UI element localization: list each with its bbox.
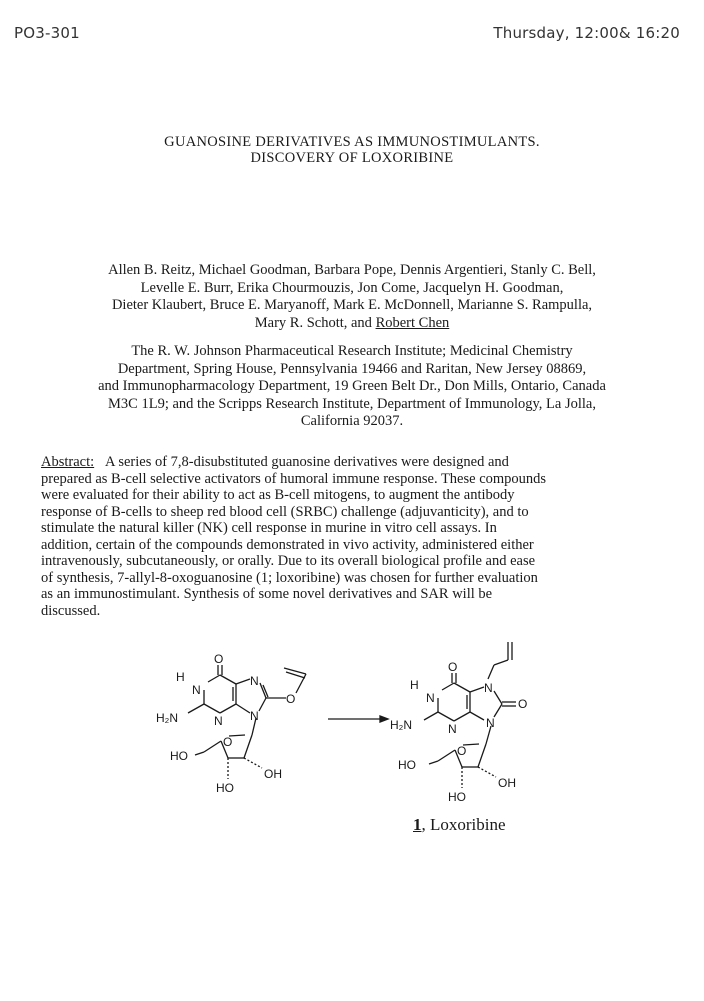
atom-label: OH — [498, 776, 516, 790]
author-line-1: Allen B. Reitz, Michael Goodman, Barbara Pope, Dennis Argentieri, Stanly C. Bell, — [108, 262, 596, 278]
atom-label: O — [223, 735, 233, 749]
atom-label: HO — [216, 781, 234, 795]
affiliation-line: California 92037. — [300, 413, 404, 429]
abstract-line: were evaluated for their ability to act as B-cell mitogens, to augment the antibody — [41, 487, 515, 503]
loxoribine-structure — [424, 642, 516, 788]
presenting-author: Robert Chen — [375, 314, 450, 331]
atom-label: H₂N — [156, 711, 178, 725]
atom-label: O — [518, 697, 528, 711]
affiliations — [0, 343, 704, 431]
abstract-line: response of B-cells to sheep red blood cell (SRBC) challenge (adjuvanticity), and to — [41, 503, 529, 520]
atom-label: O — [286, 692, 296, 706]
atom-label: N — [448, 722, 457, 736]
affiliation-line: M3C 1L9; and the Scripps Research Institute, Department of Immunology, La Jolla, — [108, 395, 596, 412]
atom-label: N — [484, 681, 493, 695]
abstract-line: A series of 7,8-disubstituted guanosine derivatives were designed and — [105, 454, 509, 470]
atom-label: H — [410, 678, 419, 692]
starting-material-atom-labels — [156, 652, 295, 795]
author-line-4-text: Mary R. Schott, and — [254, 314, 376, 331]
abstract-line: discussed. — [41, 602, 101, 619]
abstract-line: prepared as B-cell selective activators of humoral immune response. These compounds — [41, 470, 547, 487]
title-line-2: DISCOVERY OF LOXORIBINE — [250, 150, 454, 166]
atom-label: N — [214, 714, 223, 728]
atom-label: H₂N — [390, 718, 412, 732]
atom-label: O — [448, 660, 458, 674]
atom-label: HO — [398, 758, 416, 772]
abstract-line: as an immunostimulant. Synthesis of some novel derivatives and SAR will be — [41, 586, 493, 602]
abstract — [41, 454, 655, 619]
atom-label: N — [426, 691, 435, 705]
starting-material-structure — [188, 665, 306, 779]
atom-label: O — [457, 744, 467, 758]
atom-label: HO — [170, 749, 188, 763]
compound-name: , Loxoribine — [421, 815, 506, 834]
author-line-4 — [0, 315, 704, 333]
affiliation-line: and Immunopharmacology Department, 19 Green Belt Dr., Don Mills, Ontario, Canada — [98, 378, 606, 394]
author-list — [0, 262, 704, 332]
affiliation-line: The R. W. Johnson Pharmaceutical Research Institute; Medicinal Chemistry — [131, 343, 573, 359]
atom-label: N — [192, 683, 201, 697]
abstract-line: stimulate the natural killer (NK) cell response in murine in vitro cell assays. In — [41, 520, 497, 536]
title-line-1: GUANOSINE DERIVATIVES AS IMMUNOSTIMULANTS. — [164, 134, 540, 150]
reaction-arrow — [328, 716, 388, 722]
atom-label: OH — [264, 767, 282, 781]
abstract-line: addition, certain of the compounds demonstrated in vivo activity, administered either — [41, 536, 534, 553]
compound-number: 1 — [413, 815, 422, 834]
atom-label: N — [250, 674, 259, 688]
session-time: Thursday, 12:00& 16:20 — [493, 24, 680, 42]
author-line-3: Dieter Klaubert, Bruce E. Maryanoff, Mark E. McDonnell, Marianne S. Rampulla, — [111, 297, 593, 313]
poster-code: PO3-301 — [14, 24, 80, 42]
atom-label: H — [176, 670, 185, 684]
paper-title — [0, 134, 704, 166]
affiliation-line: Department, Spring House, Pennsylvania 19466 and Raritan, New Jersey 08869, — [117, 360, 587, 377]
atom-label: HO — [448, 790, 466, 804]
abstract-line: intravenously, subcutaneously, or orally. Due to its overall biological profile and ease — [41, 553, 536, 569]
compound-caption — [413, 815, 506, 835]
atom-label: N — [486, 716, 495, 730]
abstract-label: Abstract: — [41, 454, 95, 470]
reaction-scheme — [0, 630, 704, 870]
abstract-line: of synthesis, 7-allyl-8-oxoguanosine (1; loxoribine) was chosen for further evaluation — [41, 569, 538, 586]
atom-label: N — [250, 709, 259, 723]
author-line-2: Levelle E. Burr, Erika Chourmouzis, Jon Come, Jacquelyn H. Goodman, — [140, 279, 564, 296]
atom-label: O — [214, 652, 224, 666]
loxoribine-atom-labels — [390, 660, 527, 804]
